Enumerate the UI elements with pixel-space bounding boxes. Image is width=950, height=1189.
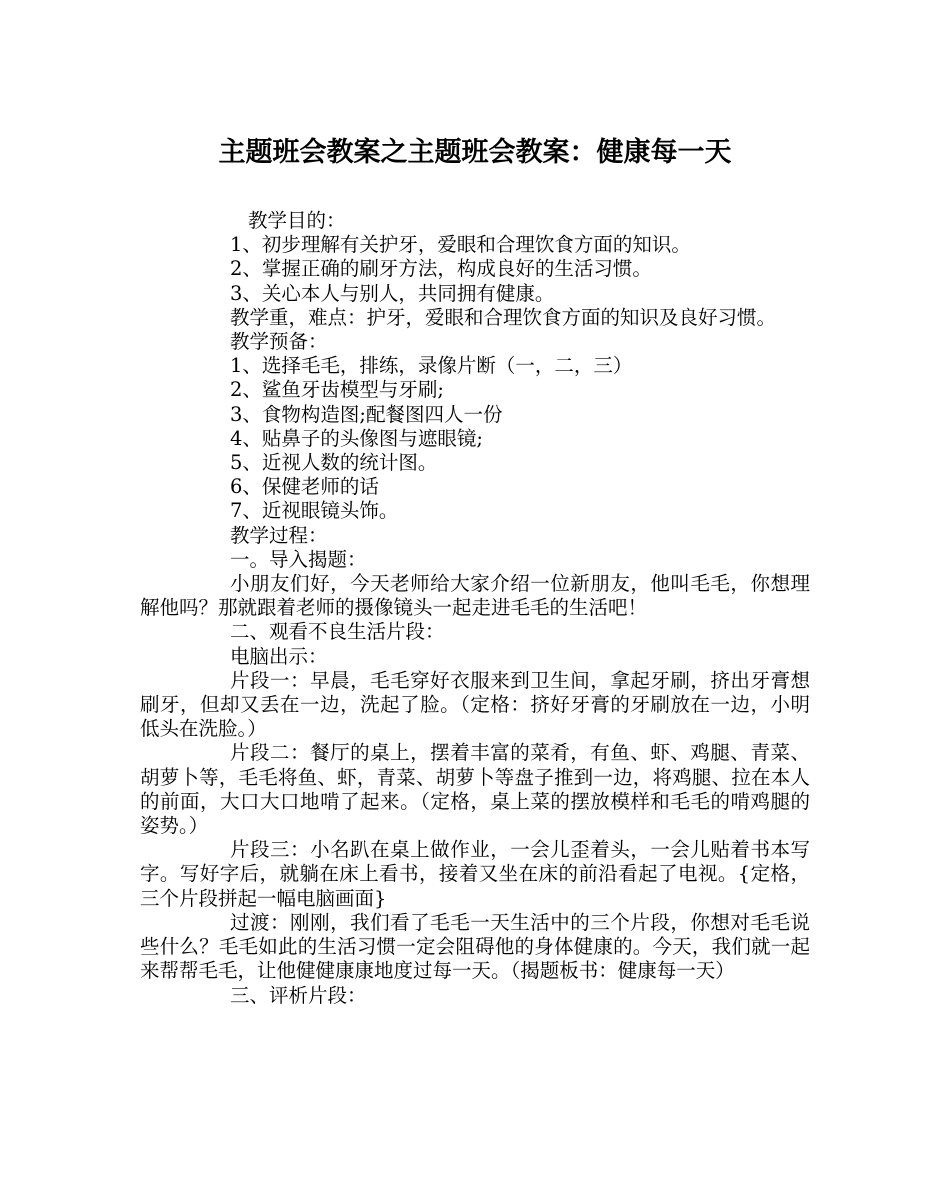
paragraph: 5、近视人数的统计图。 xyxy=(230,451,438,475)
paragraph: 1、选择毛毛，排练，录像片断（一，二，三） xyxy=(230,354,633,378)
paragraph: 片段二：餐厅的桌上，摆着丰富的菜肴，有鱼、虾、鸡腿、青菜、胡萝卜等，毛毛将鱼、虾，青菜、胡萝卜等盘子推到一边，将鸡腿、拉在本人的前面，大口大口地啃了起来。（定格，桌上菜的摆放模样和毛毛的啃鸡腿的姿势。） xyxy=(140,741,810,838)
paragraph: 3、食物构造图;配餐图四人一份 xyxy=(230,402,503,426)
paragraph: 教学目的： xyxy=(248,209,346,232)
document-title: 主题班会教案之主题班会教案：健康每一天 xyxy=(218,137,732,168)
paragraph: 2、掌握正确的刷牙方法，构成良好的生活习惯。 xyxy=(230,257,652,281)
paragraph: 教学过程： xyxy=(230,523,328,547)
paragraph: 4、贴鼻子的头像图与遮眼镜; xyxy=(230,426,483,450)
paragraph: 小朋友们好，今天老师给大家介绍一位新朋友，他叫毛毛，你想理解他吗？那就跟着老师的摄像镜头一起走进毛毛的生活吧！ xyxy=(140,572,810,620)
paragraph: 7、近视眼镜头饰。 xyxy=(230,499,399,523)
paragraph: 教学重，难点：护牙，爱眼和合理饮食方面的知识及良好习惯。 xyxy=(230,305,777,329)
paragraph: 一。导入揭题： xyxy=(230,547,367,571)
paragraph: 片段一：早晨，毛毛穿好衣服来到卫生间，拿起牙刷，挤出牙膏想刷牙，但却又丢在一边，洗起了脸。（定格：挤好牙膏的牙刷放在一边，小明低头在洗脸。） xyxy=(140,668,810,741)
paragraph: 过渡：刚刚，我们看了毛毛一天生活中的三个片段，你想对毛毛说些什么？毛毛如此的生活习惯一定会阻碍他的身体健康的。今天，我们就一起来帮帮毛毛，让他健健康康地度过每一天。（揭题板书：健康每一天） xyxy=(140,910,810,983)
paragraph: 片段三：小名趴在桌上做作业，一会儿歪着头，一会儿贴着书本写字。写好字后，就躺在床上看书，接着又坐在床的前沿看起了电视。{定格，三个片段拼起一幅电脑画面} xyxy=(140,838,810,910)
paragraph: 二、观看不良生活片段： xyxy=(230,620,445,644)
document-body xyxy=(140,209,810,1008)
paragraph: 三、评析片段： xyxy=(230,983,367,1007)
paragraph: 2、鲨鱼牙齿模型与牙刷; xyxy=(230,378,444,402)
paragraph: 1、初步理解有关护牙，爱眼和合理饮食方面的知识。 xyxy=(230,233,691,257)
paragraph: 电脑出示： xyxy=(230,644,328,668)
paragraph: 3、关心本人与别人，共同拥有健康。 xyxy=(230,281,555,305)
paragraph: 教学预备： xyxy=(230,330,328,354)
paragraph: 6、保健老师的话 xyxy=(230,475,379,499)
